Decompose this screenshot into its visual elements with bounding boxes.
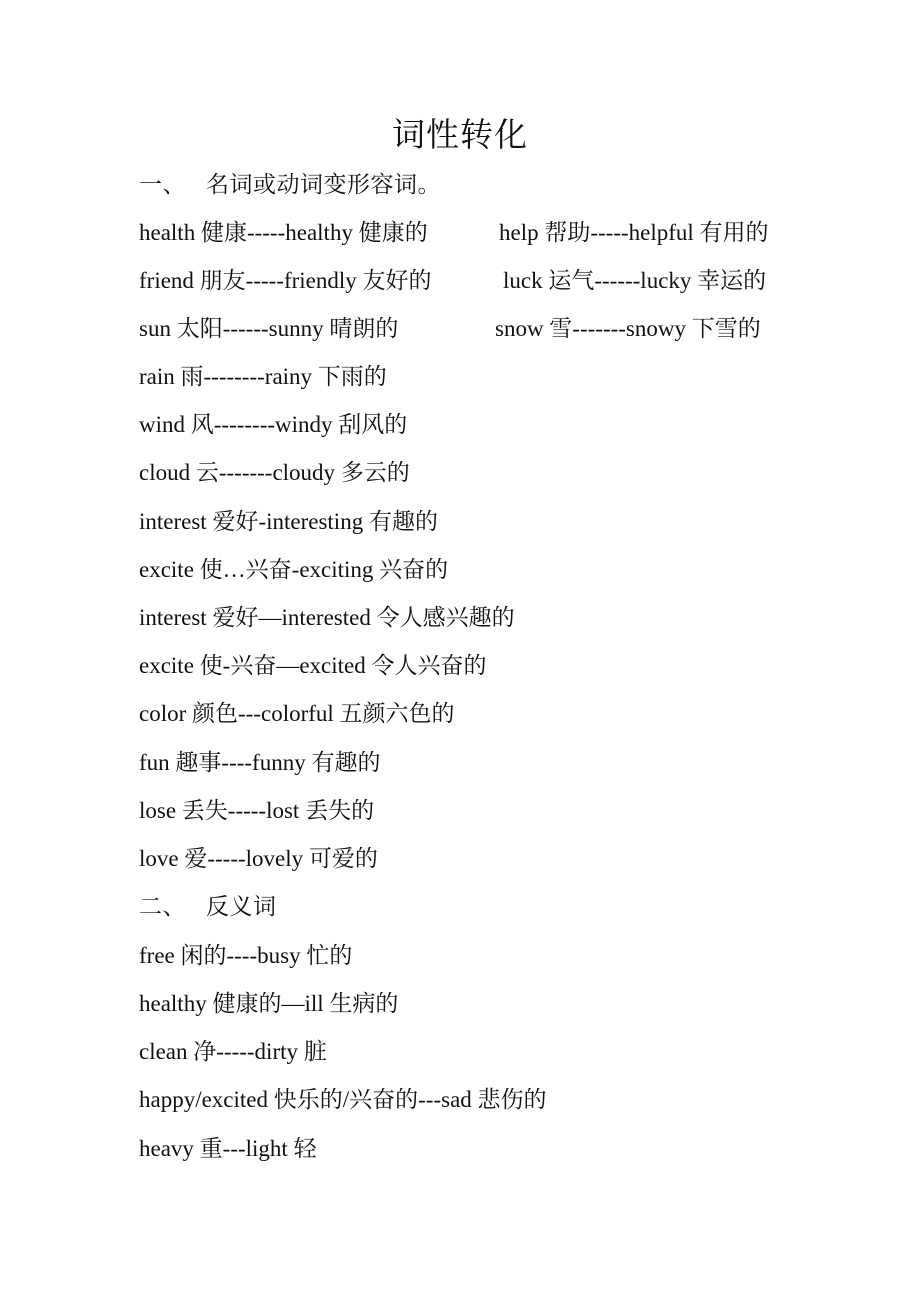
antonym-item: free 闲的----busy 忙的	[139, 943, 353, 968]
word-pair-right: help 帮助-----helpful 有用的	[499, 220, 769, 245]
word-pair-right: luck 运气------lucky 幸运的	[503, 268, 767, 293]
word-item: excite 使…兴奋-exciting 兴奋的	[139, 557, 449, 582]
word-item: lose 丢失-----lost 丢失的	[139, 798, 375, 823]
antonym-item: healthy 健康的—ill 生病的	[139, 991, 399, 1016]
section-1-heading	[139, 170, 441, 200]
word-pair-row	[139, 314, 761, 344]
word-item: fun 趣事----funny 有趣的	[139, 750, 381, 775]
word-pair-row	[139, 218, 769, 248]
word-item: color 颜色---colorful 五颜六色的	[139, 701, 455, 726]
section-1-number: 一、	[139, 172, 186, 197]
word-item: interest 爱好—interested 令人感兴趣的	[139, 605, 515, 630]
word-item: excite 使-兴奋—excited 令人兴奋的	[139, 653, 487, 678]
word-item: love 爱-----lovely 可爱的	[139, 846, 378, 871]
word-pair-row	[139, 266, 767, 296]
section-2-title: 反义词	[206, 894, 277, 919]
word-item: interest 爱好-interesting 有趣的	[139, 509, 438, 534]
word-item: wind 风--------windy 刮风的	[139, 412, 408, 437]
word-item: cloud 云-------cloudy 多云的	[139, 460, 410, 485]
word-pair-left: sun 太阳------sunny 晴朗的	[139, 316, 399, 341]
page-title: 词性转化	[392, 118, 528, 154]
section-2-number: 二、	[139, 894, 186, 919]
section-1-title: 名词或动词变形容词。	[206, 172, 441, 197]
antonym-item: clean 净-----dirty 脏	[139, 1039, 327, 1064]
word-item: rain 雨--------rainy 下雨的	[139, 364, 387, 389]
word-pair-left: health 健康-----healthy 健康的	[139, 220, 428, 245]
word-pair-right: snow 雪-------snowy 下雪的	[495, 316, 761, 341]
antonym-item: heavy 重---light 轻	[139, 1136, 317, 1161]
section-2-heading	[139, 892, 277, 922]
antonym-item: happy/excited 快乐的/兴奋的---sad 悲伤的	[139, 1087, 547, 1112]
word-pair-left: friend 朋友-----friendly 友好的	[139, 268, 432, 293]
